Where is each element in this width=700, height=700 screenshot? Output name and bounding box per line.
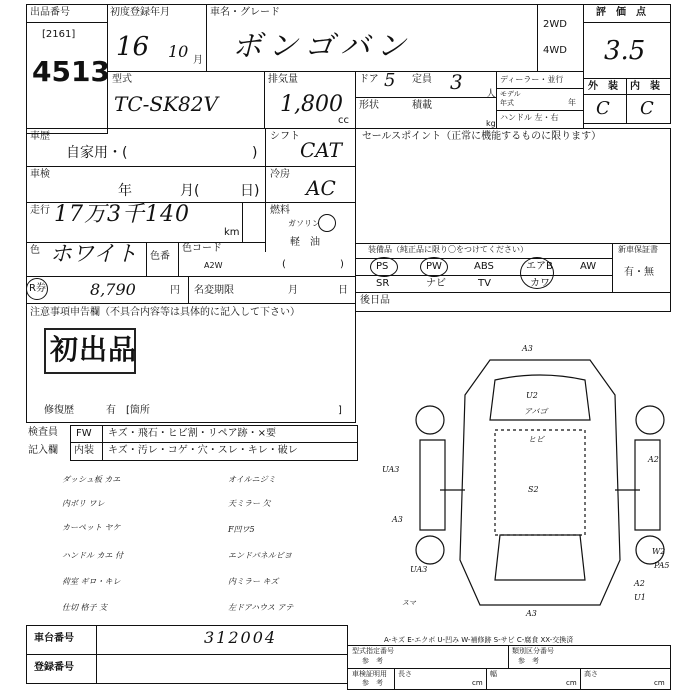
repair-value: 有 [箇所 bbox=[106, 405, 150, 416]
mark-left-ua3: UA3 bbox=[382, 465, 400, 474]
equip-ps-circle bbox=[370, 257, 398, 277]
mark-left-a3: A3 bbox=[392, 515, 403, 524]
inner-label: 内装 bbox=[74, 445, 94, 456]
type-box bbox=[347, 645, 671, 669]
model-year-unit: 年 bbox=[568, 98, 576, 107]
repair-label: 修復歴 bbox=[44, 405, 74, 416]
load-label: 積載 bbox=[412, 100, 432, 111]
displacement-label: 排気量 bbox=[268, 74, 298, 85]
selling-points-label: セールスポイント（正常に機能するものに限ります） bbox=[362, 131, 602, 142]
recycle-label: R券 bbox=[29, 283, 46, 294]
inner-items: キズ・汚レ・コゲ・穴・スレ・キレ・破レ bbox=[108, 445, 298, 456]
model-label: 型式 bbox=[112, 74, 132, 85]
hw-note-1: ダッシュ板 カエ bbox=[62, 475, 121, 484]
warranty-label: 新車保証書 bbox=[618, 245, 658, 254]
mark-left-ua3-2: UA3 bbox=[410, 565, 428, 574]
shift-value: CAT bbox=[300, 138, 342, 162]
exterior-label: 外 装 bbox=[588, 81, 618, 92]
inspection-label: 車検 bbox=[30, 169, 50, 180]
aircon-label: 冷房 bbox=[270, 169, 290, 180]
doors-label: ドア bbox=[359, 74, 379, 85]
color-code-label: 色番 bbox=[150, 251, 170, 262]
mark-rear: A3 bbox=[526, 609, 537, 618]
equip-tv: TV bbox=[478, 278, 491, 289]
color-label: 色 bbox=[30, 245, 40, 256]
inspector-label-1: 検査員 bbox=[28, 427, 58, 438]
equip-ps: PS bbox=[376, 261, 389, 272]
reg-year-value: 16 bbox=[116, 32, 150, 62]
fuel-paren-open: ( bbox=[282, 259, 286, 270]
equip-sr: SR bbox=[376, 278, 390, 289]
exterior-value: C bbox=[596, 98, 610, 119]
fuel-gas: ガソリン bbox=[288, 219, 320, 228]
rating-value: 3.5 bbox=[604, 36, 646, 66]
name-change-label: 名変期限 bbox=[194, 285, 234, 296]
reg-month-value: 10 bbox=[168, 42, 189, 61]
mark-right-a2-2: A2 bbox=[634, 579, 645, 588]
doors-value: 5 bbox=[384, 70, 396, 91]
displacement-unit: cc bbox=[338, 115, 349, 126]
aircon-value: AC bbox=[306, 176, 336, 200]
equip-kawa: カワ bbox=[530, 278, 550, 289]
hw-note-3: カーペット ヤケ bbox=[62, 523, 121, 532]
name-label: 車名・グレード bbox=[210, 7, 280, 18]
mark-front: A3 bbox=[522, 344, 533, 353]
recycle-value: 8,790 bbox=[90, 280, 136, 299]
hw-note-4: ハンドル カエ 付 bbox=[62, 551, 124, 560]
fuel-gas-circle bbox=[318, 214, 336, 232]
capacity-unit: 人 bbox=[486, 89, 496, 100]
chassis-box bbox=[26, 625, 348, 655]
lot-label: 出品番号 bbox=[30, 7, 70, 18]
reg-month-unit: 月 bbox=[193, 55, 203, 66]
reg-label: 登録番号 bbox=[34, 662, 74, 673]
recycle-unit: 円 bbox=[170, 285, 180, 296]
mileage-unit: km bbox=[224, 227, 240, 238]
hw-note-12: 左ドアハウス アテ bbox=[228, 603, 294, 612]
load-unit: kg bbox=[486, 119, 496, 128]
hw-note-2: 内ボリ ワレ bbox=[62, 499, 105, 508]
dealer-label: ディーラー・並行 bbox=[500, 75, 564, 84]
type-designation-label: 型式指定番号 bbox=[352, 647, 394, 655]
hw-note-5: 荷室 ギロ・キレ bbox=[62, 577, 121, 586]
hw-note-6: 仕切 格子 支 bbox=[62, 603, 108, 612]
mark-right-w2: W2 bbox=[652, 547, 666, 556]
category-label: 類別区分番号 bbox=[512, 647, 554, 655]
height-cm: cm bbox=[654, 679, 665, 687]
fuel-paren-close: ) bbox=[340, 259, 344, 270]
name-change-day: 日 bbox=[338, 285, 348, 296]
mark-suma: スマ bbox=[402, 599, 416, 607]
notes-label: 注意事項申告欄（不具合内容等は具体的に記入して下さい） bbox=[30, 307, 300, 318]
hw-note-7: オイルニジミ bbox=[228, 475, 276, 484]
width-label: 幅 bbox=[490, 670, 497, 678]
inspection-month: 月( bbox=[180, 183, 200, 199]
mark-right-u1: U1 bbox=[634, 593, 646, 602]
reg-year-label: 初度登録年月 bbox=[110, 7, 170, 18]
inspection-year: 年 bbox=[118, 183, 132, 199]
equip-pw: PW bbox=[426, 261, 442, 272]
first-listing-text: 初出品 bbox=[50, 333, 138, 366]
color-code-label2: 色コード bbox=[182, 243, 222, 254]
history-close: ) bbox=[252, 145, 258, 161]
mark-hibi: ヒビ bbox=[528, 435, 544, 444]
mark-right-pa5: PA5 bbox=[654, 561, 670, 570]
shape-label: 形状 bbox=[359, 100, 379, 111]
repair-close: ] bbox=[338, 405, 342, 416]
equip-navi: ナビ bbox=[426, 278, 446, 289]
length-label: 長さ bbox=[398, 670, 412, 678]
legend: A-キズ E-エクボ U-凹み W-補修跡 S-サビ C-腐食 XX-交換済 bbox=[384, 636, 574, 644]
interior-value: C bbox=[640, 98, 654, 119]
chassis-value: 312004 bbox=[204, 628, 278, 647]
cert-box bbox=[347, 668, 671, 690]
after-label: 後日品 bbox=[360, 295, 390, 306]
hw-note-11: 内ミラー キズ bbox=[228, 577, 279, 586]
cert-label: 車検証明用 bbox=[352, 670, 387, 678]
color-value: ホワイト bbox=[50, 242, 138, 267]
equip-pw-circle bbox=[420, 257, 448, 277]
name-change-month: 月 bbox=[288, 285, 298, 296]
reg-box bbox=[26, 654, 348, 684]
hw-note-9: F凹ワ5 bbox=[228, 525, 255, 534]
fuel-label: 燃料 bbox=[270, 205, 290, 216]
fw-items: キズ・飛石・ヒビ割・リペア跡・×要 bbox=[108, 428, 276, 439]
history-label: 車歴 bbox=[30, 131, 50, 142]
equip-aw: AW bbox=[580, 261, 597, 272]
mark-abugo: アバゴ bbox=[524, 407, 548, 416]
inspection-day: 日) bbox=[240, 183, 260, 199]
inspector-label-2: 記入欄 bbox=[28, 445, 58, 456]
model-value: TC-SK82V bbox=[114, 92, 218, 116]
ref1: 参 考 bbox=[362, 657, 383, 665]
drive-box bbox=[537, 4, 584, 72]
mileage-value: 17万3千140 bbox=[54, 202, 190, 227]
fw-label: FW bbox=[76, 428, 92, 439]
capacity-label: 定員 bbox=[412, 74, 432, 85]
displacement-value: 1,800 bbox=[280, 92, 343, 117]
width-cm: cm bbox=[566, 679, 577, 687]
height-label: 高さ bbox=[584, 670, 598, 678]
equip-abs: ABS bbox=[474, 261, 494, 272]
drive-2wd: 2WD bbox=[543, 19, 567, 30]
mark-s2: S2 bbox=[528, 485, 539, 494]
after-box bbox=[355, 292, 671, 312]
capacity-value: 3 bbox=[450, 70, 463, 94]
lot-number: 4513 bbox=[32, 55, 110, 88]
selling-points-box bbox=[355, 128, 671, 244]
equip-airbag: エアB bbox=[526, 261, 553, 272]
chassis-label: 車台番号 bbox=[34, 633, 74, 644]
hw-note-8: 天ミラー 欠 bbox=[228, 499, 271, 508]
interior-label: 内 装 bbox=[630, 81, 660, 92]
mark-right-a2: A2 bbox=[648, 455, 659, 464]
fuel-diesel: 軽 油 bbox=[290, 237, 320, 248]
drive-4wd: 4WD bbox=[543, 45, 567, 56]
rating-label: 評 価 点 bbox=[596, 7, 646, 18]
ref2: 参 考 bbox=[518, 657, 539, 665]
history-value: 自家用・( bbox=[66, 145, 128, 161]
equip-airbag-circle bbox=[520, 257, 554, 289]
lot-sub: [2161] bbox=[42, 29, 76, 40]
color-code-value: A2W bbox=[204, 261, 223, 270]
mileage-label: 走行 bbox=[30, 205, 50, 216]
mark-u2: U2 bbox=[526, 391, 538, 400]
hw-note-10: エンドパネルビヨ bbox=[228, 551, 292, 560]
ref3: 参 考 bbox=[362, 679, 383, 687]
handle-label: ハンドル 左・右 bbox=[500, 113, 559, 122]
shift-label: シフト bbox=[270, 131, 300, 142]
model-year-label: モデル 年式 bbox=[500, 90, 521, 107]
car-name: ボンゴバン bbox=[232, 29, 412, 64]
warranty-value: 有・無 bbox=[624, 267, 654, 278]
length-cm: cm bbox=[472, 679, 483, 687]
equipment-label: 装備品（純正品に限り〇をつけてください） bbox=[368, 245, 528, 254]
